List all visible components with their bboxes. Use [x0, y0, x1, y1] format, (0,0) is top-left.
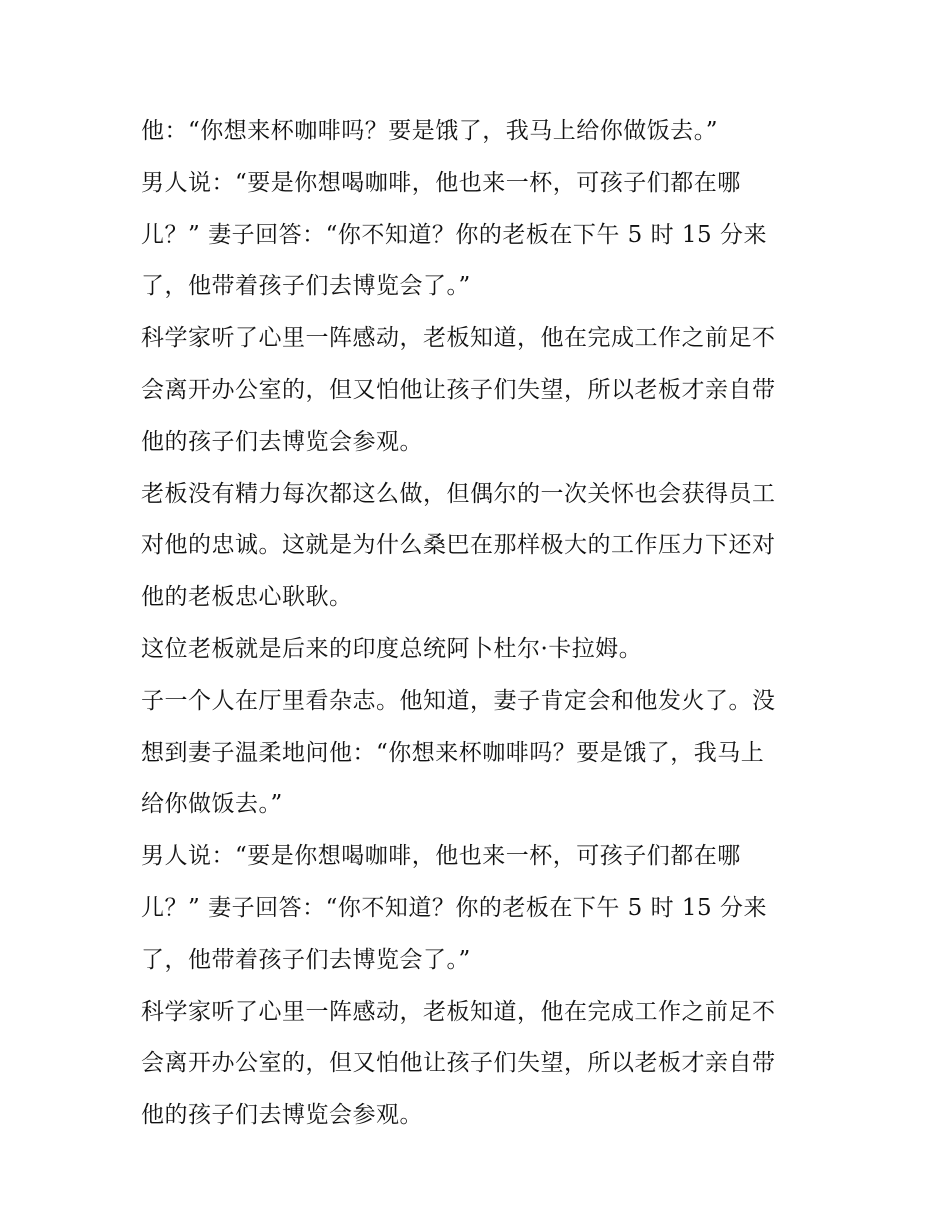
- text-line: 子一个人在厅里看杂志。他知道，妻子肯定会和他发火了。没: [141, 687, 776, 714]
- text-line: 对他的忠诚。这就是为什么桑巴在那样极大的工作压力下还对: [141, 532, 776, 559]
- text-line: 他的孩子们去博览会参观。: [141, 1102, 423, 1129]
- text-line: 老板没有精力每次都这么做，但偶尔的一次关怀也会获得员工: [141, 480, 776, 507]
- text-line: 他的孩子们去博览会参观。: [141, 428, 423, 455]
- text-line: 儿？” 妻子回答：“你不知道？你的老板在下午 5 时 15 分来: [141, 221, 767, 248]
- text-line: 男人说：“要是你想喝咖啡，他也来一杯，可孩子们都在哪: [141, 843, 741, 870]
- text-line: 想到妻子温柔地问他：“你想来杯咖啡吗？要是饿了，我马上: [141, 739, 765, 766]
- text-line: 这位老板就是后来的印度总统阿卜杜尔·卡拉姆。: [141, 635, 643, 662]
- text-line: 科学家听了心里一阵感动，老板知道，他在完成工作之前足不: [141, 998, 776, 1025]
- text-line: 了，他带着孩子们去博览会了。”: [141, 273, 471, 300]
- text-line: 给你做饭去。”: [141, 791, 283, 818]
- text-line: 他：“你想来杯咖啡吗？要是饿了，我马上给你做饭去。”: [141, 118, 719, 144]
- text-line: 儿？” 妻子回答：“你不知道？你的老板在下午 5 时 15 分来: [141, 894, 767, 921]
- text-line: 了，他带着孩子们去博览会了。”: [141, 946, 471, 973]
- text-line: 会离开办公室的，但又怕他让孩子们失望，所以老板才亲自带: [141, 1050, 776, 1077]
- text-line: 科学家听了心里一阵感动，老板知道，他在完成工作之前足不: [141, 325, 776, 352]
- document-body: [141, 106, 821, 1142]
- text-line: 他的老板忠心耿耿。: [141, 584, 353, 611]
- text-line: 会离开办公室的，但又怕他让孩子们失望，所以老板才亲自带: [141, 376, 776, 403]
- text-line: 男人说：“要是你想喝咖啡，他也来一杯，可孩子们都在哪: [141, 169, 741, 196]
